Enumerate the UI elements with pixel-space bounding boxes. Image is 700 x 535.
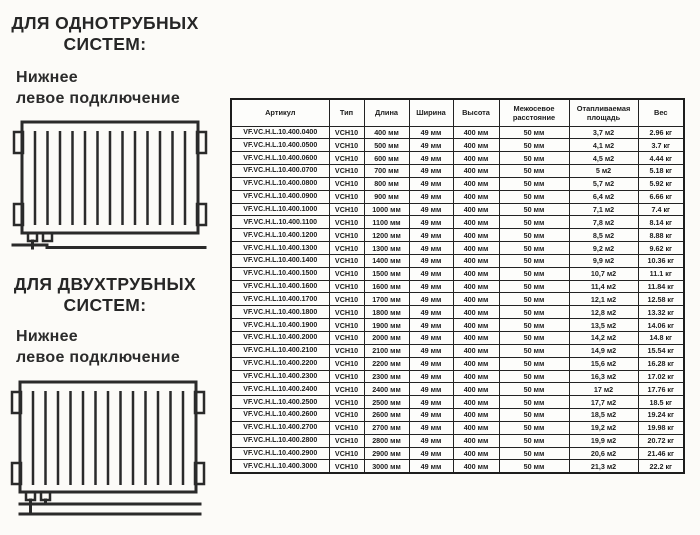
table-cell-type: VCH10 <box>329 434 364 447</box>
table-cell-length: 1800 мм <box>364 306 409 319</box>
table-row <box>231 216 684 229</box>
table-cell-article: VF.VC.H.L.10.400.2000 <box>231 332 329 345</box>
table-cell-article: VF.VC.H.L.10.400.2600 <box>231 409 329 422</box>
table-cell-weight: 5.92 кг <box>638 177 684 190</box>
table-cell-type: VCH10 <box>329 242 364 255</box>
table-cell-axle-distance: 50 мм <box>499 267 569 280</box>
table-cell-article: VF.VC.H.L.10.400.1400 <box>231 254 329 267</box>
table-cell-width: 49 мм <box>409 319 453 332</box>
table-cell-weight: 14.8 кг <box>638 332 684 345</box>
table-cell-article: VF.VC.H.L.10.400.2500 <box>231 396 329 409</box>
table-cell-length: 3000 мм <box>364 460 409 473</box>
table-cell-width: 49 мм <box>409 190 453 203</box>
table-cell-length: 600 мм <box>364 152 409 165</box>
column-header-axle-distance: Межосевое расстояние <box>499 99 569 126</box>
table-cell-weight: 16.28 кг <box>638 357 684 370</box>
table-cell-type: VCH10 <box>329 229 364 242</box>
table-cell-height: 400 мм <box>453 396 499 409</box>
table-cell-axle-distance: 50 мм <box>499 357 569 370</box>
table-cell-axle-distance: 50 мм <box>499 293 569 306</box>
table-cell-article: VF.VC.H.L.10.400.1200 <box>231 229 329 242</box>
table-cell-heated-area: 17 м2 <box>569 383 638 396</box>
table-cell-heated-area: 7,1 м2 <box>569 203 638 216</box>
table-cell-height: 400 мм <box>453 229 499 242</box>
table-cell-type: VCH10 <box>329 293 364 306</box>
table-cell-length: 900 мм <box>364 190 409 203</box>
table-cell-height: 400 мм <box>453 254 499 267</box>
table-cell-length: 1500 мм <box>364 267 409 280</box>
table-cell-heated-area: 4,5 м2 <box>569 152 638 165</box>
table-cell-article: VF.VC.H.L.10.400.0700 <box>231 165 329 178</box>
table-cell-width: 49 мм <box>409 370 453 383</box>
table-cell-article: VF.VC.H.L.10.400.0900 <box>231 190 329 203</box>
table-cell-height: 400 мм <box>453 332 499 345</box>
two-pipe-heading-line1: ДЛЯ ДВУХТРУБНЫХ <box>13 274 197 294</box>
table-cell-axle-distance: 50 мм <box>499 344 569 357</box>
table-cell-height: 400 мм <box>453 177 499 190</box>
table-cell-type: VCH10 <box>329 357 364 370</box>
table-cell-width: 49 мм <box>409 216 453 229</box>
table-cell-article: VF.VC.H.L.10.400.2800 <box>231 434 329 447</box>
table-cell-heated-area: 11,4 м2 <box>569 280 638 293</box>
table-cell-length: 2200 мм <box>364 357 409 370</box>
column-header-length: Длина <box>364 99 409 126</box>
table-cell-type: VCH10 <box>329 332 364 345</box>
table-cell-axle-distance: 50 мм <box>499 319 569 332</box>
table-cell-type: VCH10 <box>329 177 364 190</box>
single-pipe-heading-line2: СИСТЕМ: <box>63 34 147 54</box>
table-row <box>231 319 684 332</box>
table-cell-width: 49 мм <box>409 177 453 190</box>
table-cell-axle-distance: 50 мм <box>499 396 569 409</box>
table-cell-weight: 15.54 кг <box>638 344 684 357</box>
table-cell-length: 400 мм <box>364 126 409 139</box>
table-cell-height: 400 мм <box>453 370 499 383</box>
table-cell-weight: 11.1 кг <box>638 267 684 280</box>
table-row <box>231 139 684 152</box>
table-cell-height: 400 мм <box>453 306 499 319</box>
table-cell-heated-area: 3,7 м2 <box>569 126 638 139</box>
table-row <box>231 306 684 319</box>
table-cell-heated-area: 7,8 м2 <box>569 216 638 229</box>
spec-table-body <box>231 126 684 473</box>
table-cell-length: 2600 мм <box>364 409 409 422</box>
table-cell-type: VCH10 <box>329 216 364 229</box>
table-cell-article: VF.VC.H.L.10.400.0600 <box>231 152 329 165</box>
table-cell-height: 400 мм <box>453 434 499 447</box>
table-cell-heated-area: 9,9 м2 <box>569 254 638 267</box>
table-cell-axle-distance: 50 мм <box>499 139 569 152</box>
table-cell-length: 2700 мм <box>364 421 409 434</box>
table-cell-length: 1700 мм <box>364 293 409 306</box>
table-cell-heated-area: 14,2 м2 <box>569 332 638 345</box>
radiator-single-pipe-diagram <box>10 117 210 252</box>
single-pipe-heading <box>4 13 206 55</box>
spec-table-container <box>230 98 683 474</box>
table-cell-article: VF.VC.H.L.10.400.2300 <box>231 370 329 383</box>
table-cell-article: VF.VC.H.L.10.400.1800 <box>231 306 329 319</box>
table-row <box>231 396 684 409</box>
table-cell-article: VF.VC.H.L.10.400.1600 <box>231 280 329 293</box>
table-cell-type: VCH10 <box>329 306 364 319</box>
table-cell-height: 400 мм <box>453 126 499 139</box>
table-cell-heated-area: 12,8 м2 <box>569 306 638 319</box>
table-cell-axle-distance: 50 мм <box>499 242 569 255</box>
table-cell-width: 49 мм <box>409 165 453 178</box>
table-cell-length: 2400 мм <box>364 383 409 396</box>
table-cell-weight: 19.24 кг <box>638 409 684 422</box>
table-cell-heated-area: 12,1 м2 <box>569 293 638 306</box>
table-cell-height: 400 мм <box>453 460 499 473</box>
table-cell-axle-distance: 50 мм <box>499 165 569 178</box>
table-cell-weight: 17.76 кг <box>638 383 684 396</box>
table-cell-article: VF.VC.H.L.10.400.1300 <box>231 242 329 255</box>
table-cell-height: 400 мм <box>453 421 499 434</box>
table-cell-width: 49 мм <box>409 126 453 139</box>
table-cell-weight: 21.46 кг <box>638 447 684 460</box>
table-cell-width: 49 мм <box>409 396 453 409</box>
column-header-height: Высота <box>453 99 499 126</box>
table-cell-width: 49 мм <box>409 344 453 357</box>
table-cell-weight: 2.96 кг <box>638 126 684 139</box>
table-cell-weight: 13.32 кг <box>638 306 684 319</box>
table-row <box>231 332 684 345</box>
table-cell-weight: 17.02 кг <box>638 370 684 383</box>
table-cell-heated-area: 5,7 м2 <box>569 177 638 190</box>
two-pipe-subtitle-line2: левое подключение <box>16 349 181 366</box>
table-cell-weight: 3.7 кг <box>638 139 684 152</box>
table-cell-width: 49 мм <box>409 152 453 165</box>
table-cell-type: VCH10 <box>329 344 364 357</box>
table-cell-article: VF.VC.H.L.10.400.1900 <box>231 319 329 332</box>
two-pipe-heading-line2: СИСТЕМ: <box>63 295 147 315</box>
column-header-article: Артикул <box>231 99 329 126</box>
table-cell-weight: 22.2 кг <box>638 460 684 473</box>
table-cell-type: VCH10 <box>329 254 364 267</box>
table-cell-heated-area: 19,2 м2 <box>569 421 638 434</box>
table-cell-height: 400 мм <box>453 383 499 396</box>
table-cell-height: 400 мм <box>453 409 499 422</box>
table-cell-axle-distance: 50 мм <box>499 190 569 203</box>
table-cell-weight: 5.18 кг <box>638 165 684 178</box>
column-header-type: Тип <box>329 99 364 126</box>
two-pipe-subtitle <box>16 326 216 368</box>
table-cell-height: 400 мм <box>453 357 499 370</box>
table-row <box>231 357 684 370</box>
table-cell-axle-distance: 50 мм <box>499 370 569 383</box>
table-cell-axle-distance: 50 мм <box>499 332 569 345</box>
table-cell-length: 2500 мм <box>364 396 409 409</box>
table-row <box>231 165 684 178</box>
table-cell-axle-distance: 50 мм <box>499 126 569 139</box>
table-cell-heated-area: 19,9 м2 <box>569 434 638 447</box>
table-cell-type: VCH10 <box>329 383 364 396</box>
table-cell-type: VCH10 <box>329 139 364 152</box>
table-row <box>231 370 684 383</box>
table-cell-axle-distance: 50 мм <box>499 280 569 293</box>
table-cell-width: 49 мм <box>409 383 453 396</box>
radiator-two-pipe-diagram <box>10 376 210 521</box>
table-cell-height: 400 мм <box>453 242 499 255</box>
single-pipe-heading-line1: ДЛЯ ОДНОТРУБНЫХ <box>11 13 199 33</box>
table-cell-type: VCH10 <box>329 396 364 409</box>
table-cell-length: 2900 мм <box>364 447 409 460</box>
table-cell-length: 2000 мм <box>364 332 409 345</box>
table-row <box>231 280 684 293</box>
table-cell-axle-distance: 50 мм <box>499 447 569 460</box>
table-cell-length: 800 мм <box>364 177 409 190</box>
single-pipe-subtitle <box>16 67 216 109</box>
table-cell-heated-area: 14,9 м2 <box>569 344 638 357</box>
table-cell-axle-distance: 50 мм <box>499 203 569 216</box>
table-cell-heated-area: 18,5 м2 <box>569 409 638 422</box>
table-row <box>231 447 684 460</box>
table-cell-width: 49 мм <box>409 229 453 242</box>
single-pipe-subtitle-line1: Нижнее <box>16 69 78 86</box>
table-cell-article: VF.VC.H.L.10.400.2200 <box>231 357 329 370</box>
table-cell-heated-area: 15,6 м2 <box>569 357 638 370</box>
table-cell-length: 1400 мм <box>364 254 409 267</box>
table-cell-width: 49 мм <box>409 409 453 422</box>
table-cell-axle-distance: 50 мм <box>499 216 569 229</box>
table-cell-height: 400 мм <box>453 267 499 280</box>
table-cell-height: 400 мм <box>453 280 499 293</box>
table-cell-length: 1200 мм <box>364 229 409 242</box>
table-cell-axle-distance: 50 мм <box>499 254 569 267</box>
table-cell-type: VCH10 <box>329 126 364 139</box>
table-cell-heated-area: 8,5 м2 <box>569 229 638 242</box>
table-row <box>231 177 684 190</box>
table-cell-weight: 7.4 кг <box>638 203 684 216</box>
table-cell-width: 49 мм <box>409 434 453 447</box>
table-cell-height: 400 мм <box>453 216 499 229</box>
table-cell-width: 49 мм <box>409 242 453 255</box>
table-cell-width: 49 мм <box>409 280 453 293</box>
table-cell-type: VCH10 <box>329 203 364 216</box>
table-cell-weight: 8.88 кг <box>638 229 684 242</box>
single-pipe-subtitle-line2: левое подключение <box>16 90 181 107</box>
table-row <box>231 242 684 255</box>
two-pipe-subtitle-line1: Нижнее <box>16 328 78 345</box>
table-cell-length: 2300 мм <box>364 370 409 383</box>
table-cell-length: 1300 мм <box>364 242 409 255</box>
table-row <box>231 229 684 242</box>
table-cell-type: VCH10 <box>329 421 364 434</box>
table-row <box>231 267 684 280</box>
table-cell-width: 49 мм <box>409 460 453 473</box>
table-cell-length: 1100 мм <box>364 216 409 229</box>
table-cell-width: 49 мм <box>409 306 453 319</box>
table-row <box>231 152 684 165</box>
table-cell-weight: 10.36 кг <box>638 254 684 267</box>
table-cell-height: 400 мм <box>453 293 499 306</box>
table-cell-axle-distance: 50 мм <box>499 229 569 242</box>
table-cell-weight: 20.72 кг <box>638 434 684 447</box>
table-cell-height: 400 мм <box>453 152 499 165</box>
table-cell-length: 500 мм <box>364 139 409 152</box>
table-row <box>231 421 684 434</box>
table-cell-type: VCH10 <box>329 319 364 332</box>
header-row <box>231 99 684 126</box>
table-cell-article: VF.VC.H.L.10.400.2100 <box>231 344 329 357</box>
table-cell-weight: 14.06 кг <box>638 319 684 332</box>
table-cell-article: VF.VC.H.L.10.400.1700 <box>231 293 329 306</box>
table-cell-weight: 9.62 кг <box>638 242 684 255</box>
table-cell-length: 2800 мм <box>364 434 409 447</box>
table-cell-width: 49 мм <box>409 293 453 306</box>
table-cell-type: VCH10 <box>329 460 364 473</box>
table-cell-heated-area: 6,4 м2 <box>569 190 638 203</box>
table-cell-width: 49 мм <box>409 139 453 152</box>
table-cell-weight: 11.84 кг <box>638 280 684 293</box>
table-cell-height: 400 мм <box>453 139 499 152</box>
table-cell-article: VF.VC.H.L.10.400.1000 <box>231 203 329 216</box>
table-cell-axle-distance: 50 мм <box>499 306 569 319</box>
table-cell-heated-area: 21,3 м2 <box>569 460 638 473</box>
table-row <box>231 254 684 267</box>
table-row <box>231 190 684 203</box>
table-cell-axle-distance: 50 мм <box>499 434 569 447</box>
table-cell-weight: 6.66 кг <box>638 190 684 203</box>
table-cell-article: VF.VC.H.L.10.400.2400 <box>231 383 329 396</box>
column-header-width: Ширина <box>409 99 453 126</box>
table-cell-type: VCH10 <box>329 267 364 280</box>
table-cell-length: 700 мм <box>364 165 409 178</box>
table-cell-article: VF.VC.H.L.10.400.2700 <box>231 421 329 434</box>
table-cell-article: VF.VC.H.L.10.400.0400 <box>231 126 329 139</box>
table-cell-width: 49 мм <box>409 357 453 370</box>
table-row <box>231 126 684 139</box>
table-cell-heated-area: 13,5 м2 <box>569 319 638 332</box>
table-cell-type: VCH10 <box>329 152 364 165</box>
table-cell-axle-distance: 50 мм <box>499 421 569 434</box>
table-cell-article: VF.VC.H.L.10.400.2900 <box>231 447 329 460</box>
table-cell-width: 49 мм <box>409 267 453 280</box>
spec-table-header <box>231 99 684 126</box>
table-cell-weight: 4.44 кг <box>638 152 684 165</box>
table-cell-weight: 12.58 кг <box>638 293 684 306</box>
table-row <box>231 293 684 306</box>
table-cell-type: VCH10 <box>329 165 364 178</box>
table-cell-height: 400 мм <box>453 190 499 203</box>
table-cell-length: 1000 мм <box>364 203 409 216</box>
table-cell-height: 400 мм <box>453 344 499 357</box>
table-cell-length: 1600 мм <box>364 280 409 293</box>
table-cell-heated-area: 5 м2 <box>569 165 638 178</box>
table-cell-heated-area: 9,2 м2 <box>569 242 638 255</box>
table-cell-article: VF.VC.H.L.10.400.1500 <box>231 267 329 280</box>
table-cell-height: 400 мм <box>453 203 499 216</box>
table-cell-type: VCH10 <box>329 280 364 293</box>
table-cell-heated-area: 20,6 м2 <box>569 447 638 460</box>
table-cell-type: VCH10 <box>329 447 364 460</box>
table-row <box>231 344 684 357</box>
table-cell-width: 49 мм <box>409 203 453 216</box>
table-row <box>231 383 684 396</box>
spec-table <box>230 98 685 474</box>
table-cell-axle-distance: 50 мм <box>499 460 569 473</box>
table-cell-axle-distance: 50 мм <box>499 177 569 190</box>
table-cell-width: 49 мм <box>409 254 453 267</box>
table-row <box>231 434 684 447</box>
table-cell-article: VF.VC.H.L.10.400.0500 <box>231 139 329 152</box>
table-cell-type: VCH10 <box>329 190 364 203</box>
table-row <box>231 203 684 216</box>
table-cell-height: 400 мм <box>453 447 499 460</box>
table-cell-axle-distance: 50 мм <box>499 409 569 422</box>
table-cell-weight: 8.14 кг <box>638 216 684 229</box>
table-cell-article: VF.VC.H.L.10.400.1100 <box>231 216 329 229</box>
table-cell-height: 400 мм <box>453 165 499 178</box>
table-row <box>231 409 684 422</box>
table-cell-article: VF.VC.H.L.10.400.3000 <box>231 460 329 473</box>
table-cell-weight: 18.5 кг <box>638 396 684 409</box>
table-cell-axle-distance: 50 мм <box>499 383 569 396</box>
table-cell-axle-distance: 50 мм <box>499 152 569 165</box>
column-header-heated-area: Отапливаемая площадь <box>569 99 638 126</box>
table-cell-heated-area: 16,3 м2 <box>569 370 638 383</box>
table-cell-width: 49 мм <box>409 421 453 434</box>
two-pipe-heading <box>4 274 206 316</box>
table-row <box>231 460 684 473</box>
table-cell-width: 49 мм <box>409 332 453 345</box>
table-cell-heated-area: 4,1 м2 <box>569 139 638 152</box>
table-cell-height: 400 мм <box>453 319 499 332</box>
column-header-weight: Вес <box>638 99 684 126</box>
table-cell-type: VCH10 <box>329 409 364 422</box>
table-cell-length: 2100 мм <box>364 344 409 357</box>
table-cell-heated-area: 10,7 м2 <box>569 267 638 280</box>
table-cell-weight: 19.98 кг <box>638 421 684 434</box>
table-cell-length: 1900 мм <box>364 319 409 332</box>
table-cell-type: VCH10 <box>329 370 364 383</box>
table-cell-width: 49 мм <box>409 447 453 460</box>
table-cell-article: VF.VC.H.L.10.400.0800 <box>231 177 329 190</box>
table-cell-heated-area: 17,7 м2 <box>569 396 638 409</box>
